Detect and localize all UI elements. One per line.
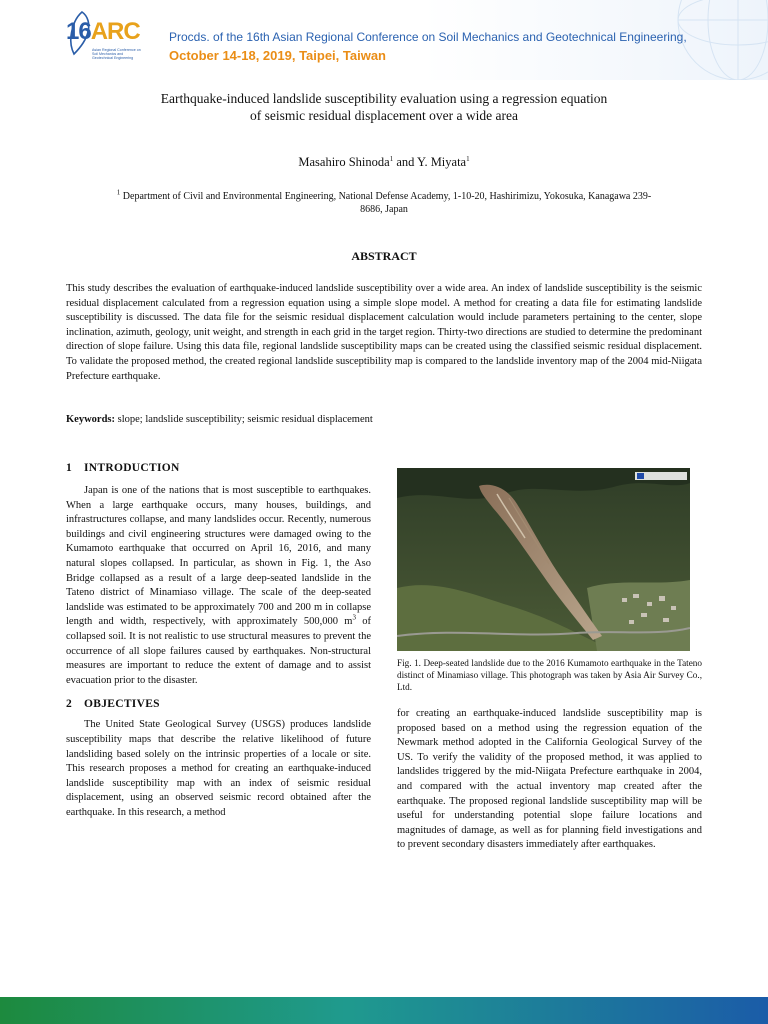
introduction-paragraph: [66, 484, 371, 688]
logo-wordmark: [66, 18, 140, 46]
logo-sub-line: Soil Mechanics and: [92, 52, 124, 57]
superscript: 3: [352, 613, 356, 622]
author-name: and Y. Miyata: [393, 155, 467, 169]
section-number: 1: [66, 462, 73, 474]
figure-caption: Fig. 1. Deep-seated landslide due to the 2016 Kumamoto earthquake in the Tateno distinct of Minamiaso village. This photograph was taken by Asia Air Survey Co., Ltd.: [397, 658, 702, 692]
title-line: Earthquake-induced landslide susceptibility evaluation using a regression equation: [160, 91, 608, 106]
author-name: Masahiro Shinoda: [298, 155, 390, 169]
right-column: [397, 468, 702, 863]
author-list: [64, 155, 704, 170]
landslide-aerial-photo: [397, 468, 690, 651]
abstract-body: This study describes the evaluation of earthquake-induced landslide susceptibility over a wide area. An index of landslide susceptibility is the seismic residual displacement calculated from a regression equation using a simple slope model. A method for creating a data file for estimating landslide susceptibility is discussed. The data file for the seismic residual displacement calculation would include parameters pertaining to the center, slope inclination, azimuth, geology, unit weight, and strength in each grid in the target region. Thirty-two directions are studied to determine the predominant direction of slope failure. Using this data file, regional landslide susceptibility maps can be created using the classified seismic residual displacement. To validate the proposed method, the created regional landslide susceptibility map is compared to the landslide inventory map of the 2004 mid-Niigata Prefecture earthquake.: [66, 283, 702, 382]
affiliation-mark: 1: [116, 188, 121, 197]
section-heading-objectives: [66, 696, 371, 712]
affiliation-text: 8686, Japan: [360, 203, 408, 215]
affiliation: [64, 188, 704, 216]
section-number: 2: [66, 698, 73, 711]
conference-date-location: October 14-18, 2019, Taipei, Taiwan: [169, 48, 386, 63]
paragraph-text: Japan is one of the nations that is most susceptible to earthquakes. When a large earthquake occurs, many houses, buildings, and infrastructures collapse, and many landslides occur. Recently, numerous buildings and civil engineering structures were damaged owing to the Kumamoto earthquake that occurred on April 16, 2016, and many natural slopes collapsed. In particular, as shown in Fig. 1, the Aso Bridge collapsed as a result of a large deep-seated landslide in the Tateno district of Minamiaso village. The scale of the deep-seated landslide was estimated to be approximately 700 and 200 m in collapse length and width, respectively, with approximately 500,000 m: [66, 485, 371, 628]
conference-name: Procds. of the 16th Asian Regional Conference on Soil Mechanics and Geotechnical Engineering,: [169, 30, 687, 44]
abstract-heading: ABSTRACT: [351, 249, 417, 263]
paragraph-text: of collapsed soil. It is not realistic to use structural measures to prevent the occurrence of all slope failures caused by earthquakes. Non-structural measures are important to reduce the extent of damage and to assist evacuation prior to the disaster.: [66, 616, 371, 686]
keywords: [66, 413, 702, 427]
logo-sub-line: Geotechnical Engineering: [92, 56, 134, 61]
footer-bar: [0, 997, 768, 1024]
objectives-continued-paragraph: for creating an earthquake-induced landslide susceptibility map is proposed based on a method using the regression equation of the Newmark method adopted in the California Geological Survey of the US. To verify the validity of the proposed method, it was applied to landslides triggered by the mid-Niigata Prefecture earthquake in 2004, and compared with the actual inventory map created after the earthquake. The proposed regional landslide susceptibility map will be useful for understanding potential slope failure locations and magnitudes of damage, as well as for planning field investigations and to prevent secondary disasters immediately after earthquakes.: [397, 708, 702, 851]
logo-subtext: [92, 48, 162, 61]
paper-title: [64, 90, 704, 124]
section-title: INTRODUCTION: [84, 462, 180, 474]
landslide-photo-illustration: [397, 468, 690, 651]
logo-sub-line: Asian Regional Conference on: [92, 48, 141, 52]
section-title: OBJECTIVES: [84, 698, 160, 711]
author-affiliation-mark: 1: [466, 154, 470, 163]
section-heading-introduction: [66, 460, 371, 476]
objectives-paragraph: The United State Geological Survey (USGS) produces landslide susceptibility maps that describe the relative likelihood of future landsliding based solely on the intrinsic properties of a locale or site. This research proposes a method for creating an earthquake-induced landslide susceptibility map with an index of seismic residual displacement, using an observed seismic record obtained after the earthquake. In this research, a method: [66, 719, 371, 818]
affiliation-text: Department of Civil and Environmental Engineering, National Defense Academy, 1-10-20, Hashirimizu, Yokosuka, Kanagawa 239-: [120, 191, 652, 202]
left-column: [66, 460, 371, 820]
logo-number: 16: [66, 18, 91, 45]
title-line: of seismic residual displacement over a wide area: [249, 108, 519, 123]
keywords-text: slope; landslide susceptibility; seismic residual displacement: [115, 414, 373, 425]
author-affiliation-mark: 1: [389, 154, 394, 163]
keywords-label: Keywords:: [66, 414, 115, 425]
conference-header: [0, 0, 768, 80]
16arc-logo: [62, 10, 157, 66]
logo-letters: ARC: [90, 18, 140, 45]
